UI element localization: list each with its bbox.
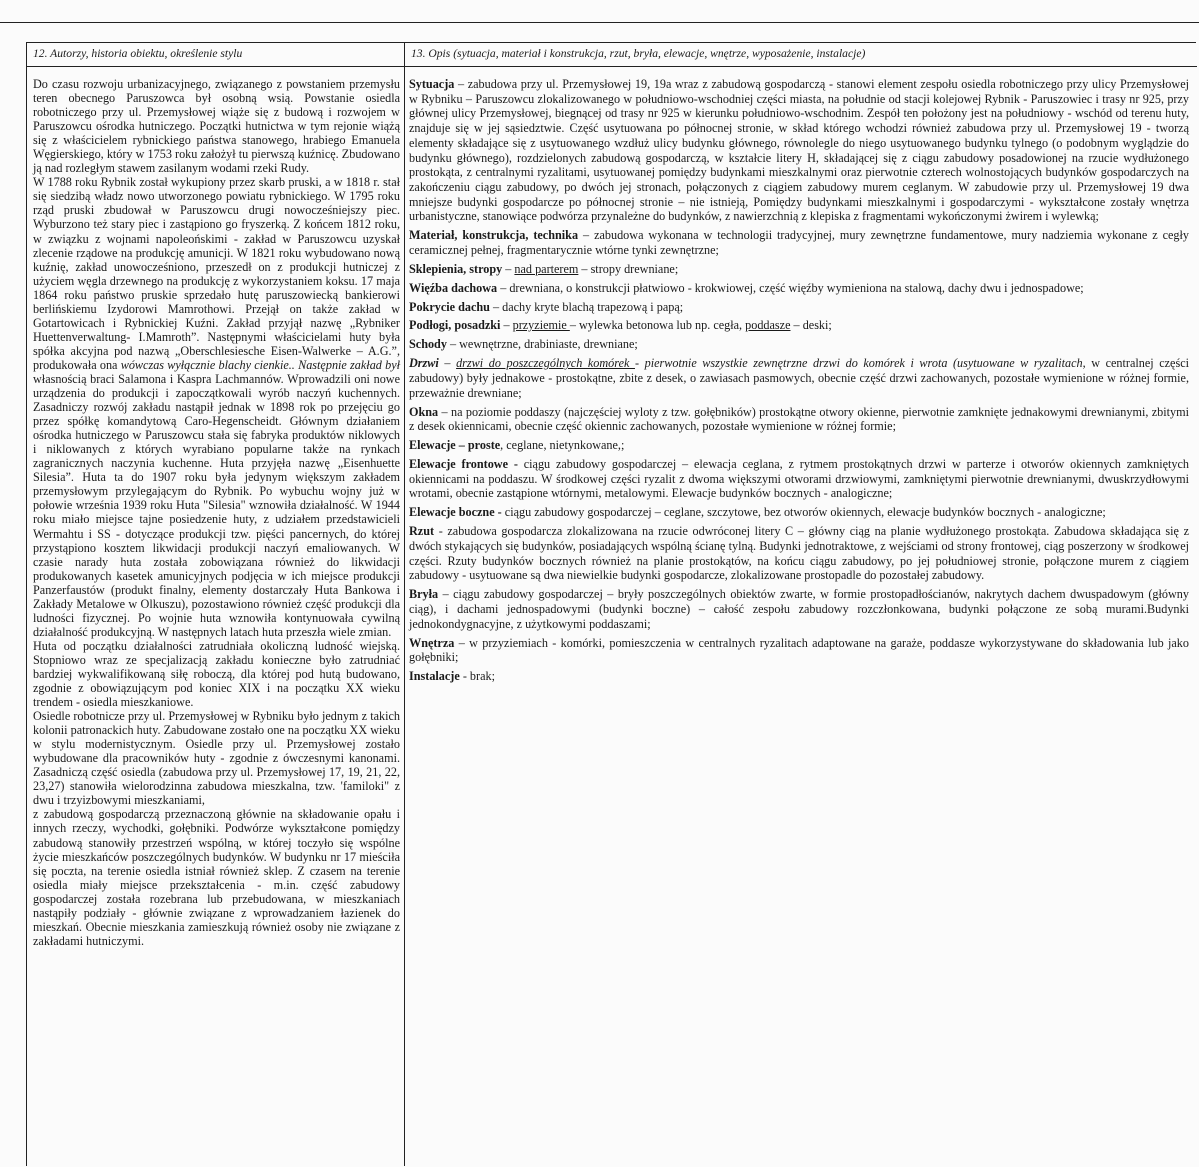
section-instalacje: Instalacje - brak; xyxy=(409,669,495,684)
history-text xyxy=(27,67,404,948)
section-wnetrza: Wnętrza – w przyziemiach - komórki, pomieszczenia w centralnych ryzalitach adaptowane na garaże, poddasze wykorzystywane do składowania lub jako gołębniki; xyxy=(409,635,1189,665)
section-label: Okna xyxy=(409,404,439,419)
italic-fragment: wówczas wyłącznie blachy cienkie.. Następnie zakład był xyxy=(120,357,400,372)
section-label: Podłogi, posadzki xyxy=(409,318,501,333)
section-sytuacja: Sytuacja – zabudowa przy ul. Przemysłowej 19, 19a wraz z zabudową gospodarczą - stanowi element zespołu osiedla robotniczego przy ulicy Przemysłowej w Rybniku – Paruszowcu zlokalizowanego w południowo-wschodniej części miasta, na południe od stacji kolejowej Rybnik - Paruszowiec i trasy nr 925, przy głównej ulicy Przemysłowej, biegnącej od trasy nr 925 w kierunku południowo-wschodnim. Zespół ten położony jest na południowy - wschód od terenu huty, znajduje się w jej sąsiedztwie. Część usytuowana po północnej stronie, w skład którego wchodzi również zabudowa przy ul. Przemysłowej 19 - tworzą elementy składające się z usytuowanego wzdłuż ulicy budynku głównego, równolegle do niego usytuowanego budynku tylnego (o podobnym wyglądzie do budynku głównego), rozdzielonych zabudową gospodarczą, w kształcie litery H, składającej się z ciągu zabudowy posadowionej na rzucie wydłużonego prostokąta, z centralnymi ryzalitami, usytuowanej pomiędzy budynkami mieszkalnymi oraz pierwotnie czterech wolnostojących budynków gospodarczych na zakończeniu ciągu zabudowy, po dwóch jej stronach, połączonych z ciągiem zabudowy murem ceglanym. W zabudowie przy ul. Przemysłowej 19 dwa mniejsze budynki gospodarcze po północnej stronie – nie istnieją, Pomiędzy budynkami mieszkalnymi i gospodarczymi - wykształcone zostały wnętrza urbanistyczne, stanowiące podwórza przynależne do budynków, z nawierzchnią z klepiska z fragmentami wykończonymi żwirem i wylewką; xyxy=(409,77,1189,224)
section-elewacje: Elewacje – proste, ceglane, nietynkowane,; xyxy=(409,438,625,453)
top-rule xyxy=(0,22,1199,23)
description-column xyxy=(405,43,1197,1166)
form-sheet xyxy=(26,42,1196,1166)
section-label: Instalacje xyxy=(409,669,460,684)
section-label: Schody xyxy=(409,337,447,352)
section-drzwi: Drzwi – drzwi do poszczególnych komórek - pierwotnie wszystkie zewnętrzne drzwi do komórek i wrota (usytuowane w ryzalitach, w centralnej części zabudowy) były jednakowe - prostokątne, zbite z desek, o zawiasach pasmowych, obecnie część drzwi zachowanych, pozostałe wymienione w różnej formie, przeważnie drewniane; xyxy=(409,356,1189,400)
section-label: Sytuacja xyxy=(409,77,455,91)
section-sklepienia: Sklepienia, stropy – nad parterem – stropy drewniane; xyxy=(409,261,679,276)
section-label: Materiał, konstrukcja, technika xyxy=(409,228,579,243)
section-pokrycie: Pokrycie dachu – dachy kryte blachą trapezową i papą; xyxy=(409,299,684,314)
section-label: Elewacje boczne - xyxy=(409,505,502,520)
section-wiezba: Więźba dachowa – drewniana, o konstrukcji płatwiowo - krokwiowej, część więźby wymieniona na stalową, dachy dwu i jednospadowe; xyxy=(409,280,1084,295)
section-schody: Schody – wewnętrzne, drabiniaste, drewniane; xyxy=(409,337,638,352)
history-paragraph: W 1788 roku Rybnik został wykupiony przez skarb pruski, a w 1818 r. stał się siedzibą władz nowo utworzonego powiatu rybnickiego. W 1795 roku rząd pruski zbudował w Paruszowcu drugi nowocześniejszy piec. Wyburzono też stary piec i zastąpiono go fryszerką. Z końcem 1812 roku, w związku z wojnami napoleońskimi - zakład w Paruszowcu uzyskał zlecenie rządowe na produkcję amunicji. W 1821 roku wybudowano nową kuźnię, zakład unowocześniono, przeszedł on z produkcji hutniczej z użyciem węgla drzewnego na produkcję z wykorzystaniem koksu. 17 maja 1864 roku państwo pruskie sprzedało hutę paruszowiecką bankierowi berlińskiemu Izydorowi Mamrothowi. Przejął on także zakład w Gotartowicach i Rybnickiej Kuźni. Zakład przyjął nazwę „Rybniker Huettenverwaltung- I.Mamroth”. Następnymi właścicielami huty była spółka akcyjna pod nazwą „Oberschlesiesche Eisen-Walwerke – A.G.”, produkowała ona wówczas wyłącznie blachy cienkie.. Następnie zakład był własnością braci Salamona i Kaspra Lachmannów. Wprowadzili oni nowe urządzenia do produkcji i zapoczątkowali wyrób naczyń kuchennych. Zasadniczy rozwój zakładu nastąpił jednak w 1898 rok po przejęciu go przez spółkę komandytową Caro-Hegenscheidt. Głównym działaniem ośrodka hutniczego w Paruszowcu stała się fabryka produktów niklowych i niklowanych z których wyrabiano popularne także na rynkach zagranicznych naczynia kuchenne. Huta przyjęła nazwę „Eisenhuette Silesia”. Huta ta do 1907 roku była jedynym większym zakładem przemysłowym przylegającym do Rybnik. Po wybuchu wojny już w połowie września 1939 roku Huta "Silesia" wznowiła działalność. W 1944 roku miało miejsce tajne posiedzenie huty, z udziałem przedstawicieli Wermahtu i SS - dotyczące produkcji tzw. pięści pancernych, do której przystąpiono kosztem likwidacji produkcji naczyń emaliowanych. W czasie narady huta została zobowiązana również do likwidacji produkowanych kasetek amunicyjnych podjęcia w ich miejsce produkcji Panzerfaustów (produkt finalny, elementy dostarczały Huta Bankowa i Zakłady Metalowe w Olkuszu), pozostawiono również część produkcji dla ludności fizycznej. Po wojnie huta wznowiła kontynuowała cywilną działalność produkcyjną. W następnych latach huta przeszła wiele zmian. xyxy=(33,175,400,639)
section-elewacje-frontowe: Elewacje frontowe - ciągu zabudowy gospodarczej – elewacja ceglana, z rytmem prostokątnych drzwi w parterze i otworów okiennych zamkniętych okiennicami na poddaszu. W środkowej części ryzalit z dwoma większymi otworami drzwiowymi, zamkniętymi pierwotnie drewnianymi, dwuskrzydłowymi wrotami, obecnie zastąpione wtórnymi, metalowymi. Elewacje budynków bocznych - analogiczne; xyxy=(409,457,1189,501)
history-paragraph: z zabudową gospodarczą przeznaczoną głównie na składowanie opału i innych rzeczy, wychodki, gołębniki. Podwórze wykształcone pomiędzy zabudową stanowiły przestrzeń wspólną, w której toczyło się wspólne życie mieszkańców poszczególnych budynków. W budynku nr 17 mieściła się poczta, na terenie osiedla istniał również sklep. Z czasem na terenie osiedla miały miejsce przekształcenia - m.in. część zabudowy gospodarczej została rozebrana lub przebudowana, w mieszkaniach nastąpiły podziały - głównie związane z wprowadzaniem łazienek do mieszkań. Obecnie mieszkania zamieszkują również osoby nie związane z zakładami hutniczymi. xyxy=(33,807,400,948)
section-elewacje-boczne: Elewacje boczne - ciągu zabudowy gospodarczej – ceglane, szczytowe, bez otworów okiennych, elewacje budynków bocznych - analogiczne; xyxy=(409,505,1106,520)
history-paragraph: Huta od początku działalności zatrudniała okoliczną ludność wiejską. Stopniowo wraz ze specjalizacją zakładu konieczne było zatrudniać bardziej wykwalifikowaną siłę roboczą, dla której pod hutą budowano, zgodnie z obowiązującym pod koniec XIX i na początku XX wieku trendem - osiedla mieszkaniowe. xyxy=(33,638,400,710)
section-label: Drzwi xyxy=(409,356,439,371)
section-label: Elewacje – proste xyxy=(409,438,501,453)
section-rzut: Rzut - zabudowa gospodarcza zlokalizowana na rzucie odwróconej litery C – główny ciąg na planie wydłużonego prostokąta. Zabudowa składająca się z dwóch stykających się budynków, posiadających wspólną ścianę tylną. Budynki jednotraktowe, z wejściami od strony frontowej, ciąg poszerzony w środkowej części. Rzuty budynków bocznych również na planie prostokątów, na końcu ciągu zabudowy, po jej południowej stronie, połączone murem z ciągiem zabudowy - usytuowane są dwa niewielkie budynki gospodarcze, zlokalizowane prostopadle do pozostałej zabudowy. xyxy=(409,524,1189,583)
history-paragraph: Do czasu rozwoju urbanizacyjnego, związanego z powstaniem przemysłu teren obecnego Paruszowca był osobną wsią. Powstanie osiedla robotniczego przy ul. Przemysłowej wiąże się z budową i rozwojem w Paruszowcu ośrodka hutniczego. Początki hutnictwa w tym rejonie wiążą się z właścicielem rybnickiego państwa stanowego, hrabiego Emanuela Węgierskiego, który w 1753 roku założył tu pierwszą kuźnicę. Zbudowano ją nad rozległym stawem zasilanym wodami rzeki Rudy. xyxy=(33,77,400,176)
section-material: Materiał, konstrukcja, technika – zabudowa wykonana w technologii tradycyjnej, mury zewnętrzne fundamentowe, mury nadziemia wykonane z cegły ceramicznej pełnej, fragmentarycznie wtórne tynki zewnętrzne; xyxy=(409,228,1189,257)
section-label: Wnętrza xyxy=(409,635,455,650)
history-header: 12. Autorzy, historia obiektu, określenie stylu xyxy=(27,43,404,67)
description-header: 13. Opis (sytuacja, materiał i konstrukcja, rzut, bryła, elewacje, wnętrze, wyposażenie, instalacje) xyxy=(405,43,1197,67)
section-label: Więźba dachowa xyxy=(409,280,498,295)
history-column xyxy=(27,43,405,1166)
history-paragraph: Osiedle robotnicze przy ul. Przemysłowej w Rybniku było jednym z takich kolonii patronackich huty. Zabudowane zostało one na początku XX wieku w stylu modernistycznym. Osiedle przy ul. Przemysłowej zostało wybudowane dla pracowników huty - zgodnie z ówczesnymi kanonami. Zasadniczą część osiedla (zabudowa przy ul. Przemysłowej 17, 19, 21, 22, 23,27) stanowiła wielorodzinna zabudowa mieszkalna, tzw. 'familoki" z dwu i trzyizbowymi mieszkaniami, xyxy=(33,709,400,808)
section-label: Sklepienia, stropy xyxy=(409,261,503,276)
section-label: Elewacje frontowe - xyxy=(409,457,518,472)
section-label: Pokrycie dachu xyxy=(409,299,490,314)
section-label: Rzut xyxy=(409,524,435,539)
section-podlogi: Podłogi, posadzki – przyziemie – wylewka betonowa lub np. cegła, poddasze – deski; xyxy=(409,318,832,333)
section-label: Bryła xyxy=(409,587,439,602)
section-okna: Okna – na poziomie poddaszy (najczęściej wyloty z tzw. gołębników) prostokątne otwory okienne, pierwotnie zamknięte jednakowymi drewnianymi, zbitymi z desek okiennicami, obecnie część okiennic zachowanych, pozostałe wymienione w różnej formie; xyxy=(409,404,1189,434)
section-bryla: Bryła – ciągu zabudowy gospodarczej – bryły poszczególnych obiektów zwarte, w formie prostopadłościanów, nakrytych dachem dwuspadowym (główny ciąg), i dachami jednospadowymi (budynki boczne) – całość zespołu zabudowy rozczłonkowana, budynki połączone ze sobą murami.Budynki jednokondygnacyjne, z użytkowymi poddaszami; xyxy=(409,587,1189,631)
description-text xyxy=(405,67,1197,684)
